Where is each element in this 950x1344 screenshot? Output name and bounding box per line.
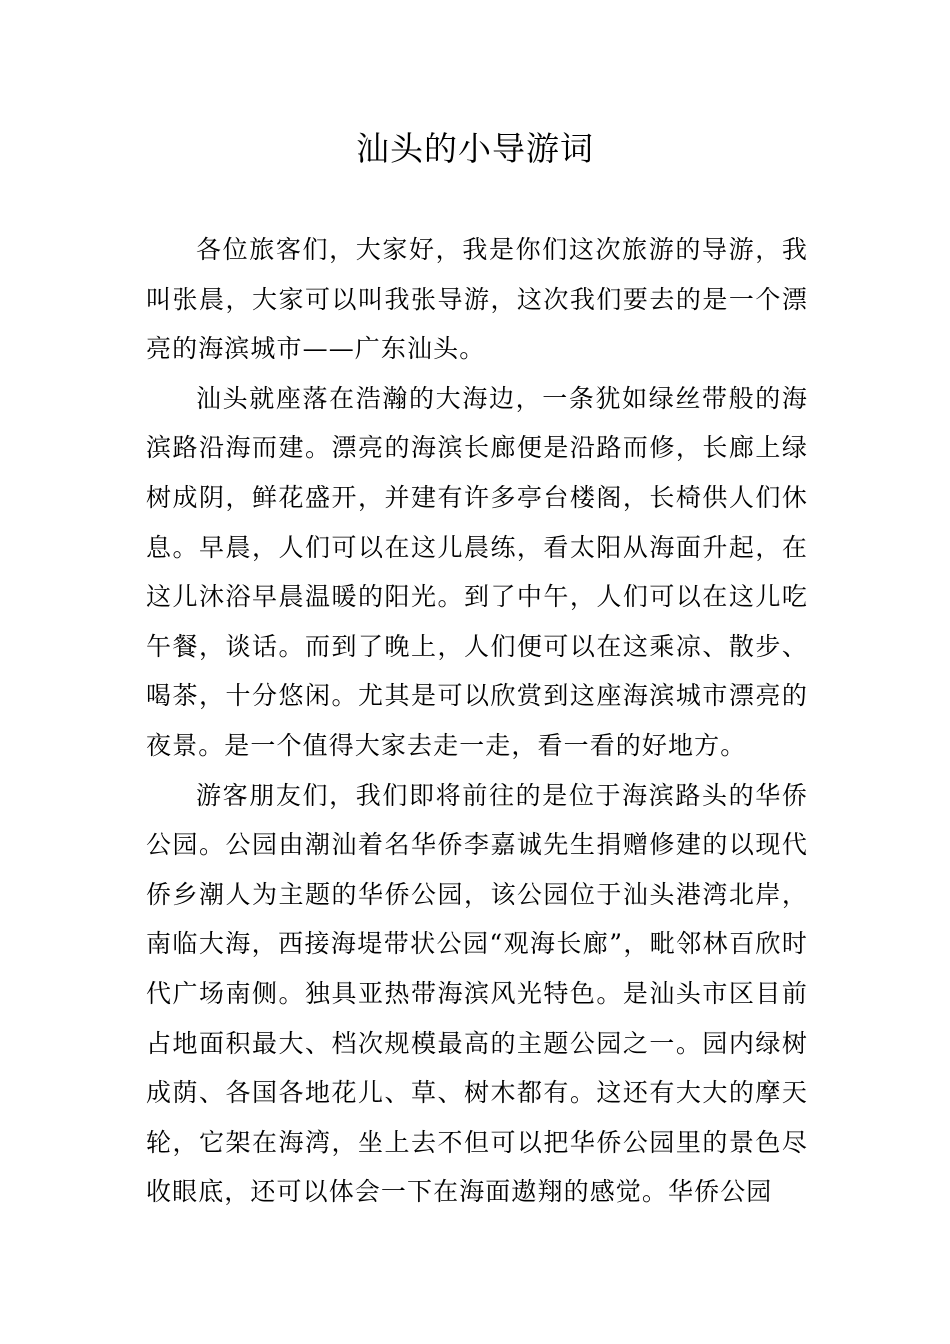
document-title: 汕头的小导游词	[356, 129, 594, 168]
paragraph-seaside-road: 汕头就座落在浩瀚的大海边，一条犹如绿丝带般的海滨路沿海而建。漂亮的海滨长廊便是沿路而修，长廊上绿树成阴，鲜花盛开，并建有许多亭台楼阁，长椅供人们休息。早晨，人们可以在这儿晨练，看太阳从海面升起，在这儿沐浴早晨温暖的阳光。到了中午，人们可以在这儿吃午餐，谈话。而到了晚上，人们便可以在这乘凉、散步、喝茶，十分悠闲。尤其是可以欣赏到这座海滨城市漂亮的夜景。是一个值得大家去走一走，看一看的好地方。	[146, 383, 808, 760]
paragraph-greeting: 各位旅客们，大家好，我是你们这次旅游的导游，我叫张晨，大家可以叫我张导游，这次我们要去的是一个漂亮的海滨城市——广东汕头。	[146, 235, 808, 364]
paragraph-overseas-chinese-park: 游客朋友们，我们即将前往的是位于海滨路头的华侨公园。公园由潮汕着名华侨李嘉诚先生捐赠修建的以现代侨乡潮人为主题的华侨公园，该公园位于汕头港湾北岸，南临大海，西接海堤带状公园“观海长廊”，毗邻林百欣时代广场南侧。独具亚热带海滨风光特色。是汕头市区目前占地面积最大、档次规模最高的主题公园之一。园内绿树成荫、各国各地花儿、草、树木都有。这还有大大的摩天轮，它架在海湾，坐上去不但可以把华侨公园里的景色尽收眼底，还可以体会一下在海面遨翔的感觉。华侨公园	[146, 780, 808, 1207]
document-body	[146, 225, 808, 1217]
